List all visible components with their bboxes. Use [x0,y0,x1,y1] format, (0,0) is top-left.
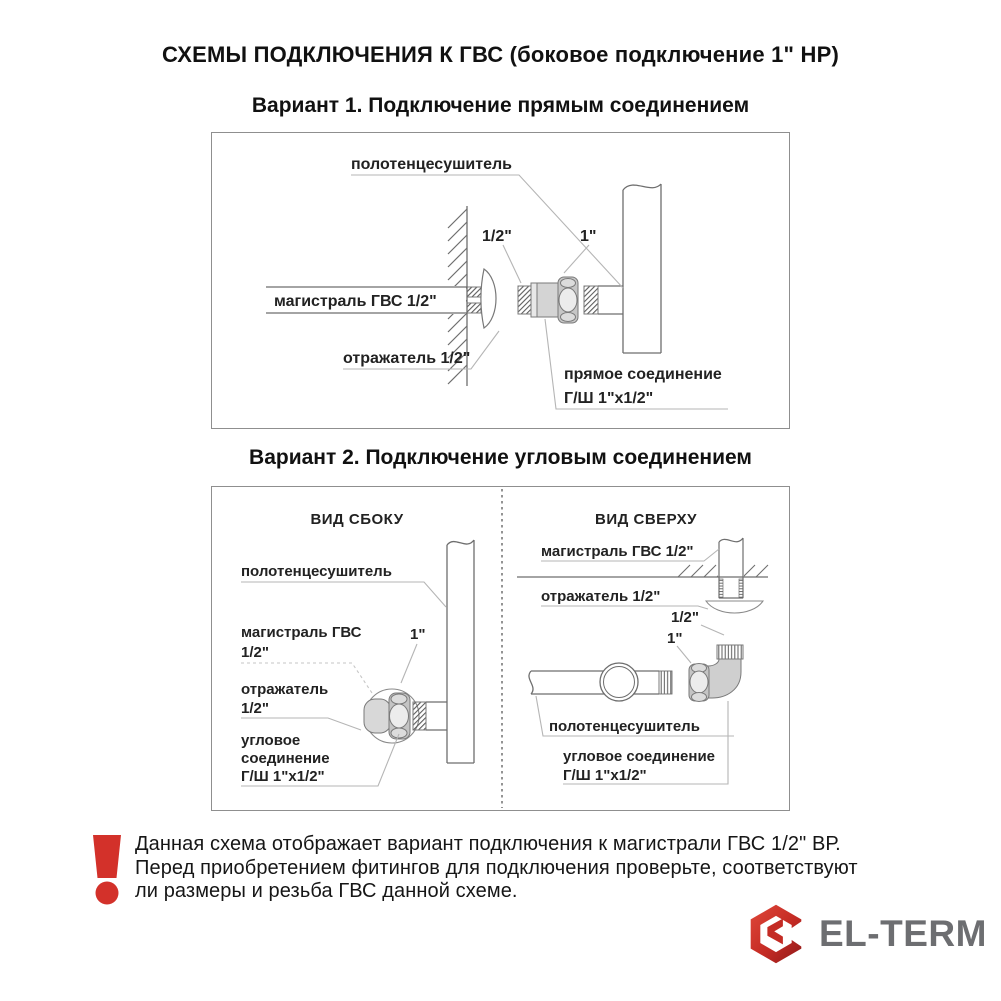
label-connection-1: прямое соединение [564,366,722,383]
variant1-diagram-box [211,132,790,429]
side-view-title: ВИД СБОКУ [310,511,404,528]
label-size-half: 1/2" [482,228,512,245]
sv-label-towel-rail: полотенцесушитель [241,563,392,580]
tv-label-size-half: 1/2" [671,609,699,626]
label-reflector: отражатель 1/2" [343,350,471,367]
tv-label-size-one: 1" [667,630,683,647]
sv-label-reflector-2: 1/2" [241,700,269,717]
warning-line-3: ли размеры и резьба ГВС данной схеме. [135,880,518,902]
straight-union-fitting [518,277,623,323]
hexagon-c-icon [745,903,807,965]
tv-label-towel-rail: полотенцесушитель [549,718,700,735]
tv-label-connection-1: угловое соединение [563,748,716,765]
sv-label-connection-2: соединение [241,750,330,767]
warning-line-1: Данная схема отображает вариант подключения к магистрали ГВС 1/2" ВР. [135,833,841,855]
tv-label-reflector: отражатель 1/2" [541,588,661,605]
tv-label-connection-2: Г/Ш 1"х1/2" [563,767,647,784]
wall-pass-threads [467,287,481,313]
warning-line-2: Перед приобретением фитингов для подключения проверьте, соответствуют [135,856,858,879]
sv-angle-fitting [364,693,447,739]
sv-towel-rail-pipe [447,540,474,763]
sv-label-size-one: 1" [410,626,426,643]
label-size-one: 1" [580,228,597,245]
el-term-logo [745,903,987,965]
sv-label-main-line-1: магистраль ГВС [241,624,362,641]
sv-label-connection-3: Г/Ш 1"х1/2" [241,768,325,785]
tv-label-main-line: магистраль ГВС 1/2" [541,543,694,560]
warning-note [92,833,952,905]
label-main-line: магистраль ГВС 1/2" [274,293,437,310]
towel-rail-pipe [623,184,661,353]
sv-label-main-line-2: 1/2" [241,644,269,661]
logo-text: EL-TERM [819,913,987,954]
sv-label-connection-1: угловое [241,732,301,749]
exclamation-icon [92,833,122,905]
tv-reflector-dome [706,601,763,613]
variant1-drawing [212,133,789,428]
label-towel-rail: полотенцесушитель [351,156,512,173]
page-title: СХЕМЫ ПОДКЛЮЧЕНИЯ К ГВС (боковое подключение 1" НР) [162,42,839,67]
top-view-title: ВИД СВЕРХУ [595,511,697,528]
variant2-heading: Вариант 2. Подключение угловым соединением [249,446,752,469]
sv-label-reflector-1: отражатель [241,681,329,698]
tv-towel-rail-pipe [529,663,672,701]
label-connection-2: Г/Ш 1"х1/2" [564,390,654,407]
variant2-diagram-box [211,486,790,811]
variant2-drawing [212,487,789,810]
reflector-dome [481,269,496,328]
tv-elbow-fitting [689,645,743,702]
variant1-heading: Вариант 1. Подключение прямым соединением [251,94,750,117]
warning-text [135,833,858,905]
